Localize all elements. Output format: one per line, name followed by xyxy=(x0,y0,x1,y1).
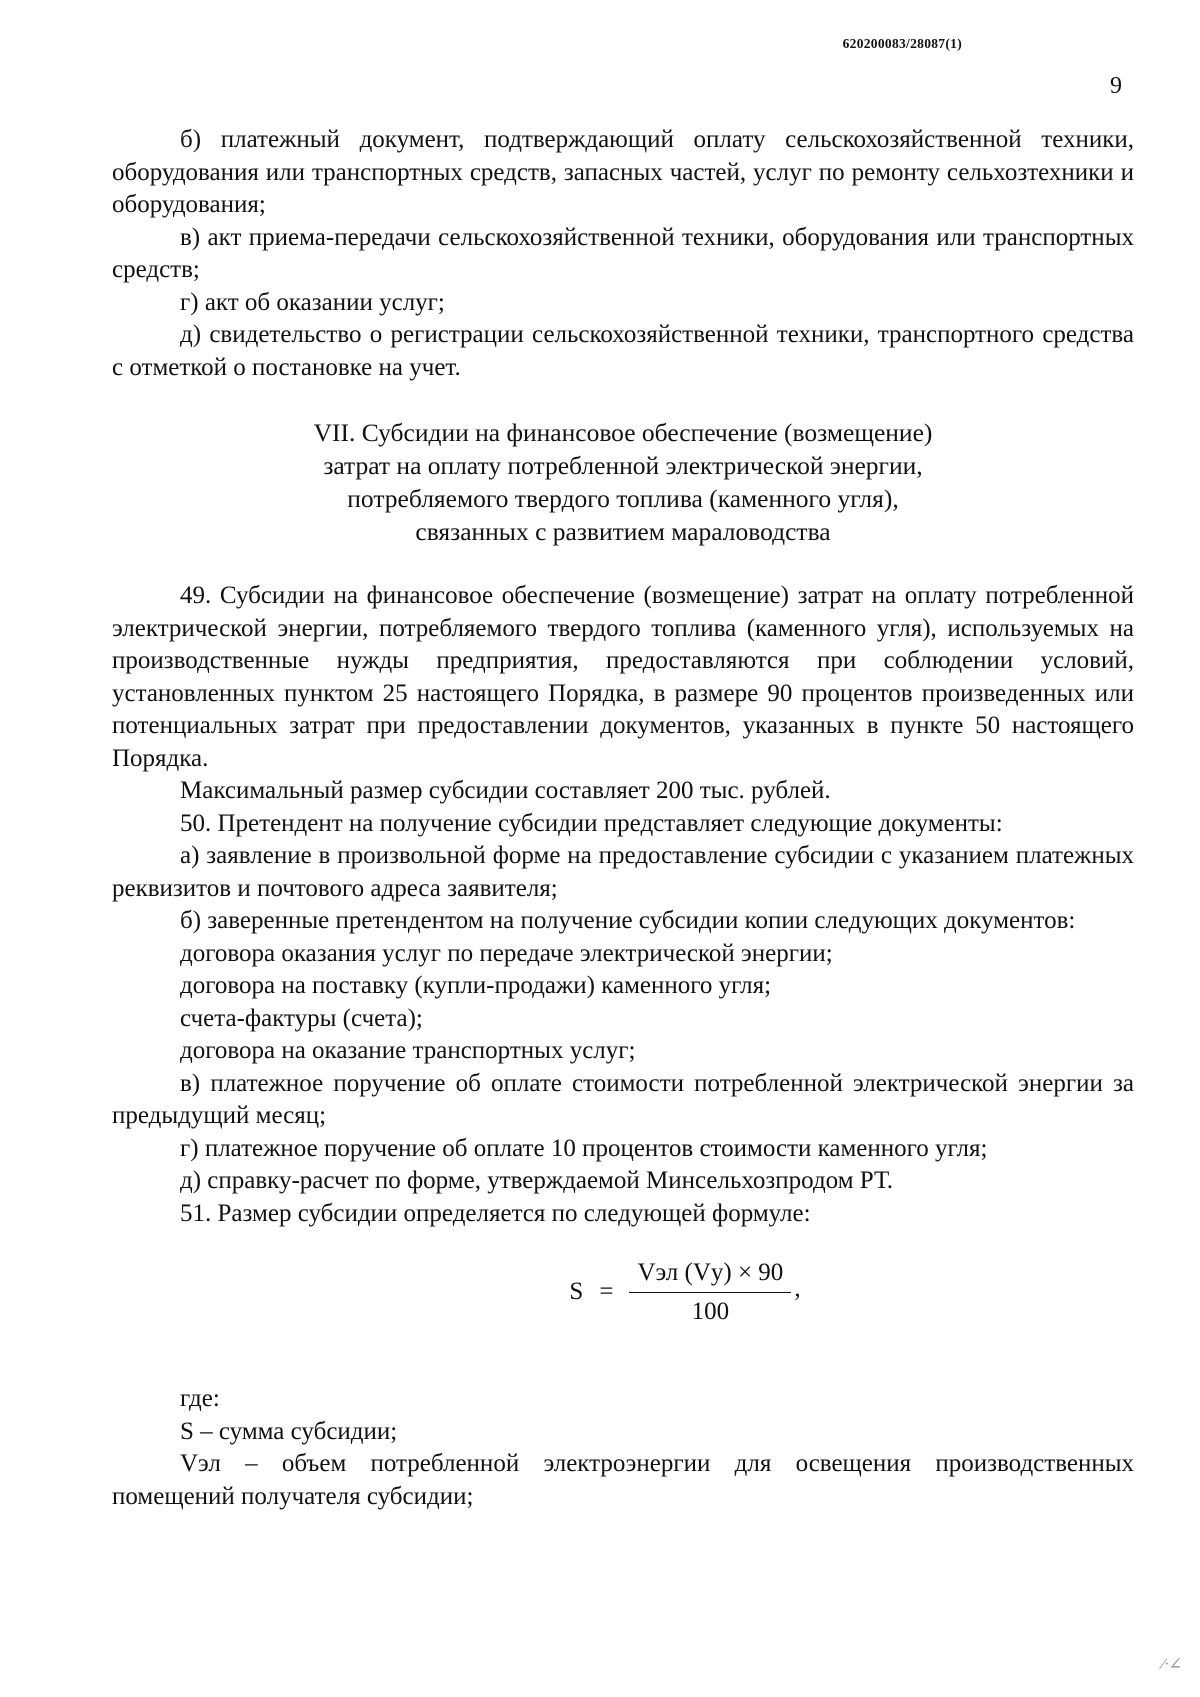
section-heading-line: связанных с развитием мараловодства xyxy=(415,517,831,546)
formula-lhs: S xyxy=(569,1278,584,1306)
list-item: счета-фактуры (счета); xyxy=(180,1004,423,1032)
paragraph: г) платежное поручение об оплате 10 процентов стоимости каменного угля; xyxy=(180,1134,988,1162)
scan-artifact-mark: ⁄∙∠ xyxy=(1161,1655,1182,1673)
paragraph: 50. Претендент на получение субсидии представляет следующие документы: xyxy=(180,809,1003,837)
paragraph: б) платежный документ, подтверждающий оплату сельскохозяйственной техники, оборудования или транспортных средств, запасных частей, услуг по ремонту сельхозтехники и оборудования; xyxy=(112,126,1134,218)
paragraph: б) заверенные претендентом на получение субсидии копии следующих документов: xyxy=(180,907,1076,934)
paragraph: в) платежное поручение об оплате стоимости потребленной электрической энергии за предыдущий месяц; xyxy=(112,1069,1134,1129)
formula-equals: = xyxy=(599,1278,614,1306)
paragraph: где: xyxy=(180,1385,220,1412)
paragraph: в) акт приема-передачи сельскохозяйственной техники, оборудования или транспортных средств; xyxy=(112,223,1134,283)
list-item: договора на поставку (купли-продажи) каменного угля; xyxy=(180,972,772,999)
paragraph: Максимальный размер субсидии составляет 200 тыс. рублей. xyxy=(180,777,831,804)
section-heading-line: VII. Субсидии на финансовое обеспечение (возмещение) xyxy=(313,418,933,447)
section-heading xyxy=(112,416,1134,548)
paragraph: д) свидетельство о регистрации сельскохозяйственной техники, транспортного средства с отметкой о постановке на учет. xyxy=(112,321,1134,381)
list-item: договора на оказание транспортных услуг; xyxy=(180,1037,636,1064)
page-number: 9 xyxy=(1110,73,1122,99)
paragraph: 49. Субсидии на финансовое обеспечение (возмещение) затрат на оплату потребленной электрической энергии, потребляемого твердого топлива (каменного угля), используемых на производственные нужды предприятия, предоставляются при соблюдении условий, установленных пунктом 25 настоящего Порядка, в размере 90 процентов произведенных или потенциальных затрат при предоставлении документов, указанных в пункте 50 настоящего Порядка. xyxy=(112,582,1134,772)
paragraph: 51. Размер субсидии определяется по следующей формуле: xyxy=(180,1199,811,1227)
subsidy-formula xyxy=(112,1258,1134,1327)
list-item: договора оказания услуг по передаче электрической энергии; xyxy=(180,939,833,967)
paragraph: д) справку-расчет по форме, утверждаемой Минсельхозпродом РТ. xyxy=(180,1167,893,1194)
paragraph: S – сумма субсидии; xyxy=(180,1417,398,1445)
formula-numerator: Vэл (Vу) × 90 xyxy=(629,1258,791,1293)
paragraph: Vэл – объем потребленной электроэнергии для освещения производственных помещений получателя субсидии; xyxy=(112,1450,1134,1510)
paragraph: г) акт об оказании услуг; xyxy=(180,288,445,316)
paragraph: а) заявление в произвольной форме на предоставление субсидии с указанием платежных реквизитов и почтового адреса заявителя; xyxy=(112,842,1134,902)
section-heading-line: потребляемого твердого топлива (каменного угля), xyxy=(347,484,899,513)
formula-fraction xyxy=(629,1258,791,1327)
section-heading-line: затрат на оплату потребленной электрической энергии, xyxy=(323,451,923,480)
document-body xyxy=(112,124,1134,1513)
document-number: 620200083/28087(1) xyxy=(842,36,962,51)
formula-comma: , xyxy=(794,1275,801,1303)
formula-denominator: 100 xyxy=(691,1298,730,1325)
